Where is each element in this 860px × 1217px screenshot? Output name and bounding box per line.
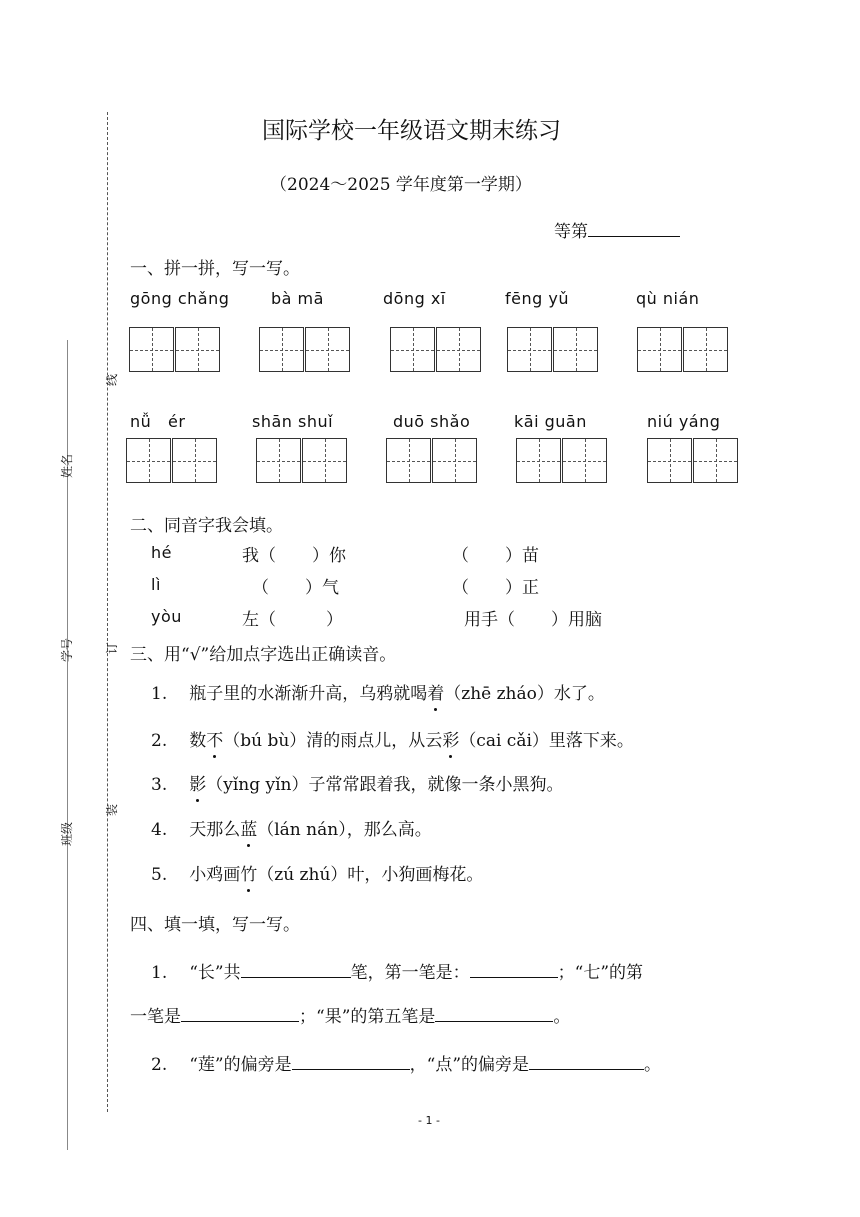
homophone-blank-a[interactable]: 我（ ）你 bbox=[242, 546, 346, 566]
homophone-blank-a[interactable]: （ ）气 bbox=[252, 578, 339, 598]
homophone-blank-b[interactable]: 用手（ ）用脑 bbox=[464, 610, 602, 630]
writing-box[interactable] bbox=[436, 327, 481, 372]
question-item: 3. 影（yǐng yǐn）子常常跟着我，就像一条小黑狗。 bbox=[151, 775, 564, 795]
section2-heading: 二、同音字我会填。 bbox=[130, 516, 283, 536]
fill-question-1-cont: 一笔是 ；“果”的第五笔是 。 bbox=[130, 1007, 571, 1027]
homophone-blank-a[interactable]: 左（ ） bbox=[242, 610, 343, 630]
binding-ding-char: 订 bbox=[105, 641, 119, 654]
writing-box[interactable] bbox=[507, 327, 552, 372]
pinyin-item: qù nián bbox=[636, 289, 700, 308]
page-subtitle: （2024～2025 学年度第一学期） bbox=[270, 175, 532, 195]
pinyin-item: fēng yǔ bbox=[505, 289, 569, 308]
writing-box[interactable] bbox=[172, 438, 217, 483]
question-item: 4. 天那么蓝（lán nán），那么高。 bbox=[151, 820, 432, 840]
pinyin-item: dōng xī bbox=[383, 289, 446, 308]
homophone-blank-b[interactable]: （ ）正 bbox=[452, 578, 539, 598]
writing-box[interactable] bbox=[256, 438, 301, 483]
question-item: 5. 小鸡画竹（zú zhú）叶，小狗画梅花。 bbox=[151, 865, 484, 885]
writing-box[interactable] bbox=[553, 327, 598, 372]
writing-box[interactable] bbox=[305, 327, 350, 372]
fill-blank[interactable] bbox=[470, 977, 558, 978]
homophone-blank-b[interactable]: （ ）苗 bbox=[452, 546, 539, 566]
writing-box[interactable] bbox=[386, 438, 431, 483]
section3-heading: 三、用“√”给加点字选出正确读音。 bbox=[130, 645, 397, 665]
section4-heading: 四、填一填，写一写。 bbox=[130, 915, 300, 935]
pinyin-item: bà mā bbox=[271, 289, 324, 308]
writing-box[interactable] bbox=[126, 438, 171, 483]
writing-box[interactable] bbox=[562, 438, 607, 483]
binding-zhuang-char: 装 bbox=[105, 803, 119, 816]
grade-field bbox=[554, 217, 680, 242]
pinyin-item: duō shǎo bbox=[393, 412, 471, 431]
writing-box[interactable] bbox=[175, 327, 220, 372]
writing-box[interactable] bbox=[637, 327, 682, 372]
writing-box[interactable] bbox=[516, 438, 561, 483]
question-item: 2. 数不（bú bù）清的雨点儿，从云彩（cai cǎi）里落下来。 bbox=[151, 731, 634, 751]
pinyin-item: niú yáng bbox=[647, 412, 721, 431]
binding-line-char: 线 bbox=[105, 373, 119, 386]
pinyin-item: gōng chǎng bbox=[130, 289, 230, 308]
page-number: - 1 - bbox=[418, 1114, 440, 1127]
homophone-pinyin: hé bbox=[151, 543, 172, 562]
pinyin-item: kāi guān bbox=[514, 412, 587, 431]
writing-box[interactable] bbox=[390, 327, 435, 372]
page-title: 国际学校一年级语文期末练习 bbox=[262, 118, 561, 144]
grade-blank[interactable] bbox=[588, 236, 680, 237]
writing-box[interactable] bbox=[683, 327, 728, 372]
writing-box[interactable] bbox=[259, 327, 304, 372]
homophone-pinyin: yòu bbox=[151, 607, 182, 626]
fill-blank[interactable] bbox=[181, 1021, 299, 1022]
pinyin-item: nǚ ér bbox=[130, 412, 186, 431]
fill-blank[interactable] bbox=[241, 977, 351, 978]
binding-name-label: 姓名 bbox=[60, 453, 74, 478]
question-item: 1. 瓶子里的水渐渐升高，乌鸦就喝着（zhē zháo）水了。 bbox=[151, 684, 605, 704]
grade-label: 等第 bbox=[554, 222, 588, 242]
writing-box[interactable] bbox=[302, 438, 347, 483]
binding-id-label: 学号 bbox=[60, 637, 74, 662]
pinyin-item: shān shuǐ bbox=[252, 412, 334, 431]
writing-box[interactable] bbox=[432, 438, 477, 483]
homophone-pinyin: lì bbox=[151, 575, 161, 594]
fill-blank[interactable] bbox=[292, 1069, 410, 1070]
section1-heading: 一、拼一拼，写一写。 bbox=[130, 259, 300, 279]
binding-class-label: 班级 bbox=[60, 821, 74, 846]
fill-blank[interactable] bbox=[529, 1069, 644, 1070]
binding-dashed-line bbox=[107, 112, 108, 1112]
fill-question-2: 2. “莲”的偏旁是 ，“点”的偏旁是 。 bbox=[151, 1055, 662, 1075]
fill-blank[interactable] bbox=[435, 1021, 553, 1022]
writing-box[interactable] bbox=[647, 438, 692, 483]
writing-box[interactable] bbox=[693, 438, 738, 483]
fill-question-1: 1. “长”共 笔，第一笔是： ；“七”的第 bbox=[151, 963, 644, 983]
writing-box[interactable] bbox=[129, 327, 174, 372]
